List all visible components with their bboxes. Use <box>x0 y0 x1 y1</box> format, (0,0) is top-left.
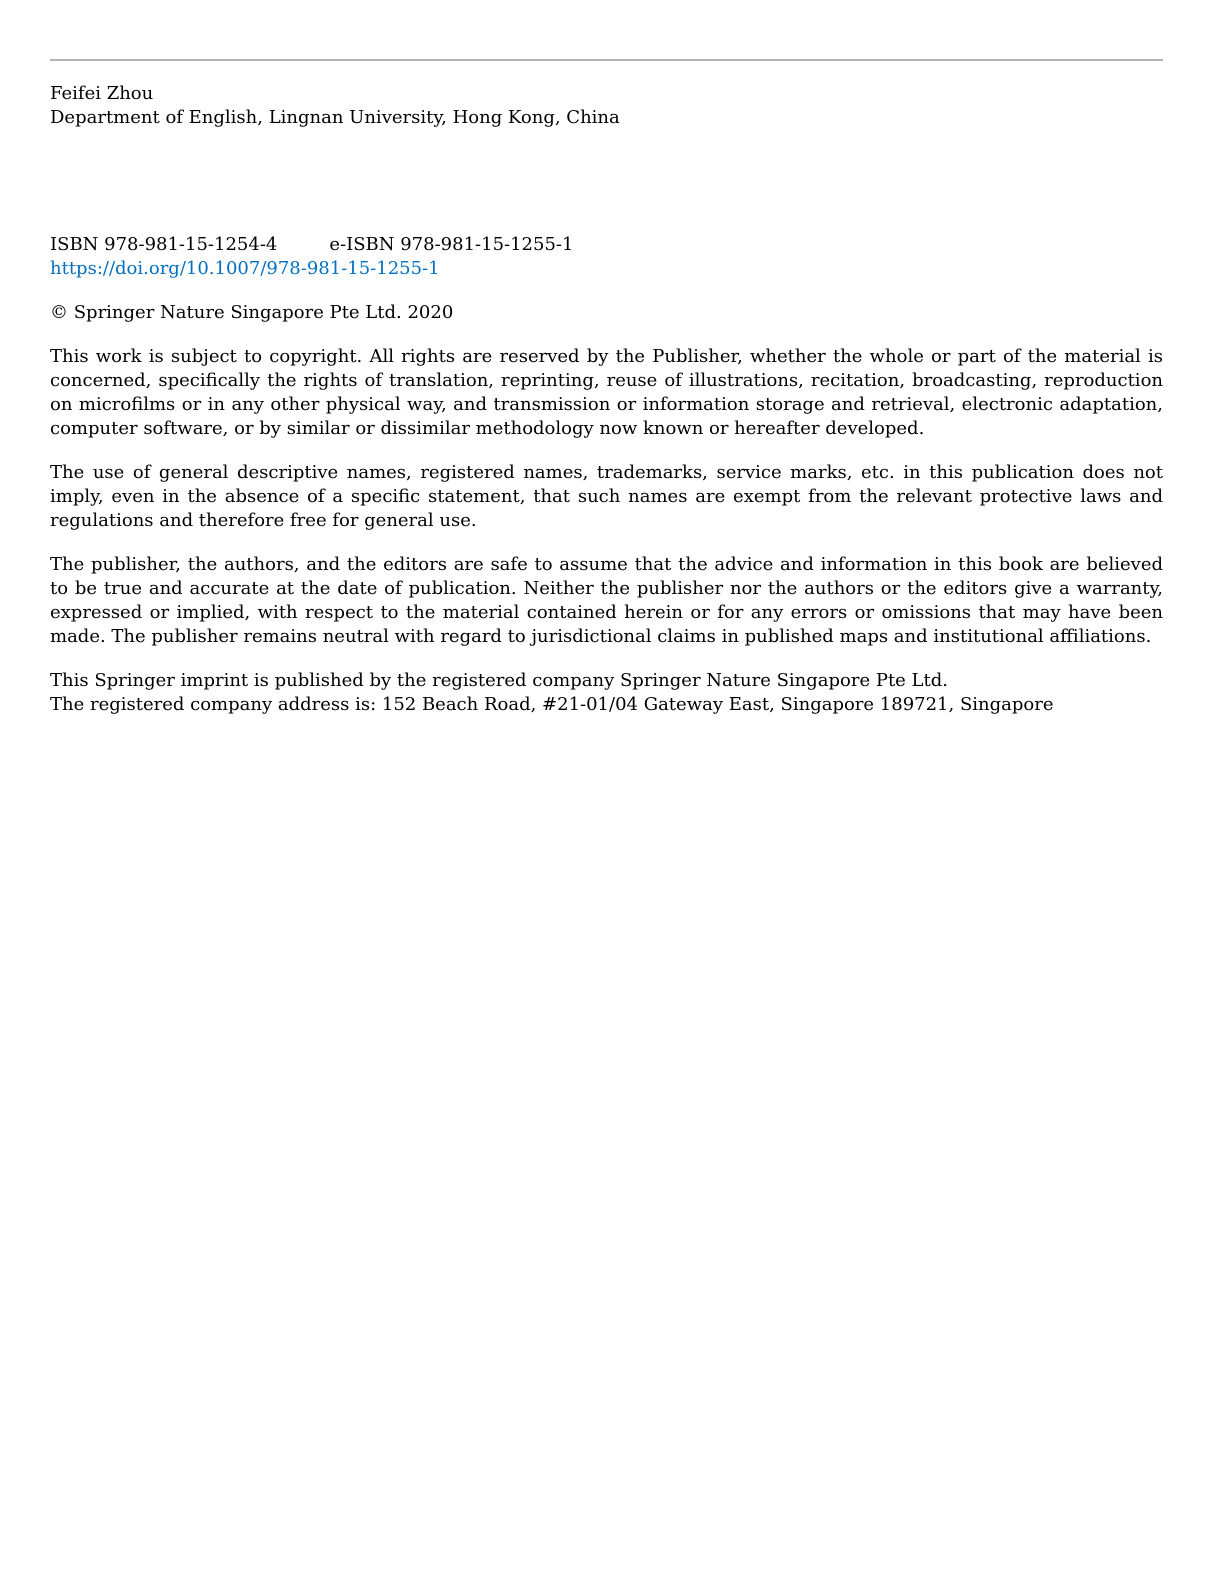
identifiers-block <box>50 233 1163 281</box>
author-name: Feifei Zhou <box>50 83 154 104</box>
header-rule <box>50 59 1163 61</box>
imprint-block <box>50 669 1163 717</box>
rights-paragraph: This work is subject to copyright. All rights are reserved by the Publisher, whether the whole or part of the material is concerned, specifically the rights of translation, reprinting, reuse of illustrations, recitation, broadcasting, reproduction on microfilms or in any other physical way, and transmission or information storage and retrieval, electronic adaptation, computer software, or by similar or dissimilar methodology now known or hereafter developed. <box>50 346 1163 439</box>
copyright-page <box>50 82 1163 717</box>
imprint-address-line: The registered company address is: 152 Beach Road, #21-01/04 Gateway East, Singapore 189721, Singapore <box>50 694 1054 715</box>
trademark-paragraph: The use of general descriptive names, registered names, trademarks, service marks, etc. in this publication does not imply, even in the absence of a specific statement, that such names are exempt from the relevant protective laws and regulations and therefore free for general use. <box>50 462 1163 531</box>
author-affiliation: Department of English, Lingnan University, Hong Kong, China <box>50 107 620 128</box>
copyright-notice: © Springer Nature Singapore Pte Ltd. 2020 <box>50 302 454 323</box>
imprint-publisher-line: This Springer imprint is published by the registered company Springer Nature Singapore Pte Ltd. <box>50 670 948 691</box>
author-block <box>50 82 1163 130</box>
disclaimer-paragraph: The publisher, the authors, and the editors are safe to assume that the advice and information in this book are believed to be true and accurate at the date of publication. Neither the publisher nor the authors or the editors give a warranty, expressed or implied, with respect to the material contained herein or for any errors or omissions that may have been made. The publisher remains neutral with regard to jurisdictional claims in published maps and institutional affiliations. <box>50 554 1163 647</box>
eisbn: e-ISBN 978-981-15-1255-1 <box>329 234 574 255</box>
isbn-line <box>50 233 1163 257</box>
doi-link[interactable]: https://doi.org/10.1007/978-981-15-1255-1 <box>50 258 440 279</box>
isbn: ISBN 978-981-15-1254-4 <box>50 234 278 255</box>
